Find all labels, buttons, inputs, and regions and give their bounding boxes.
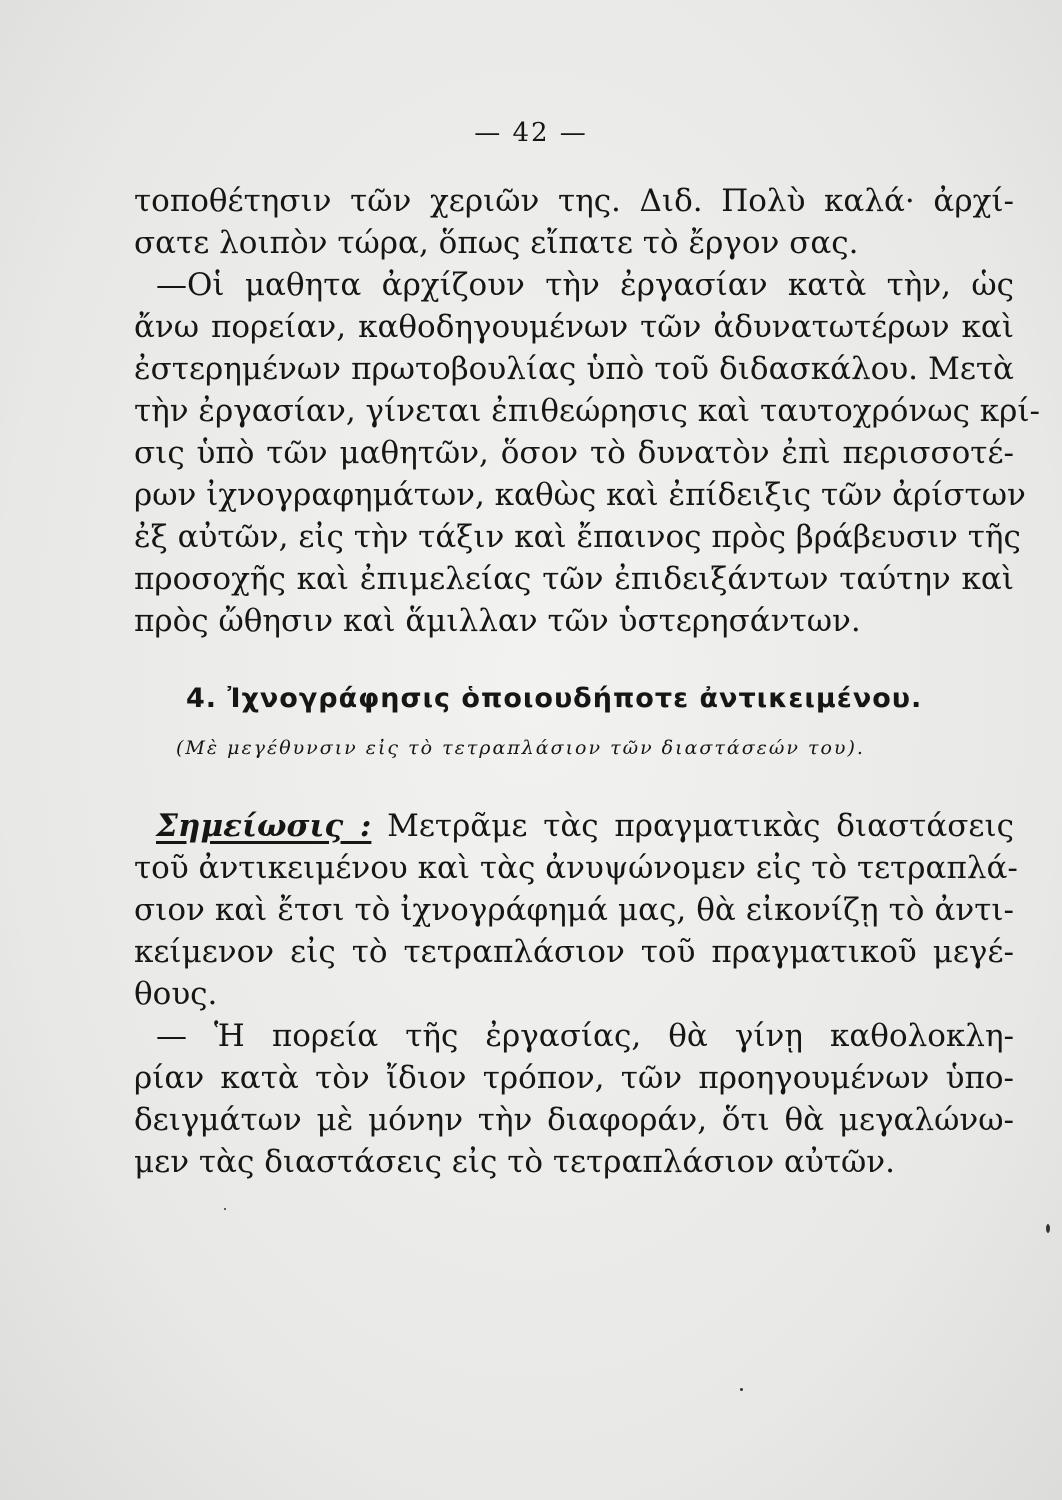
print-speck	[1046, 1224, 1050, 1233]
text-line: τοῦ ἀντικειμένου καὶ τὰς ἀνυψώνομεν εἰς τὸ τετραπλά-	[134, 850, 1018, 886]
print-speck	[224, 1208, 226, 1210]
text-line: — Ἡ πορεία τῆς ἐργασίας, θὰ γίνῃ καθολοκλη-	[156, 1018, 1014, 1054]
text-line: δειγμάτων μὲ μόνην τὴν διαφοράν, ὅτι θὰ μεγαλώνω-	[134, 1102, 1014, 1138]
note-first-line	[134, 805, 1014, 847]
text-line: —Οἱ μαθητα ἀρχίζουν τὴν ἐργασίαν κατὰ τὴν, ὡς	[156, 267, 1014, 303]
text-line: προσοχῆς καὶ ἐπιμελείας τῶν ἐπιδειξάντων ταύτην καὶ	[134, 561, 1014, 597]
text-line: μεν τὰς διαστάσεις εἰς τὸ τετραπλάσιον αὐτῶν.	[134, 1144, 895, 1180]
text-line: ἐστερημένων πρωτοβουλίας ὑπὸ τοῦ διδασκάλου. Μετὰ	[134, 351, 1014, 387]
text-line: πρὸς ὤθησιν καὶ ἅμιλλαν τῶν ὑστερησάντων.	[134, 603, 861, 639]
text-line: ἐξ αὐτῶν, εἰς τὴν τάξιν καὶ ἔπαινος πρὸς βράβευσιν τῆς	[134, 519, 1021, 555]
note-first-line-text: Μετρᾶμε τὰς πραγματικὰς διαστάσεις	[371, 808, 1014, 844]
text-line: σατε λοιπὸν τώρα, ὅπως εἴπατε τὸ ἔργον σας.	[134, 225, 859, 261]
text-line: ἄνω πορείαν, καθοδηγουμένων τῶν ἀδυνατωτέρων καὶ	[134, 309, 1014, 345]
paragraph-2	[134, 805, 1018, 1183]
text-line: ρων ἰχνογραφημάτων, καθὼς καὶ ἐπίδειξις τῶν ἀρίστων	[134, 477, 1026, 513]
text-line: σιον καὶ ἔτσι τὸ ἰχνογράφημά μας, θὰ εἰκονίζῃ τὸ ἀντι-	[134, 892, 1014, 928]
text-line: τὴν ἐργασίαν, γίνεται ἐπιθεώρησις καὶ ταυτοχρόνως κρί-	[134, 393, 1041, 429]
section-heading: 4. Ἰχνογράφησις ὁποιουδήποτε ἀντικειμένου.	[186, 683, 923, 714]
note-label: Σημείωσις :	[156, 808, 372, 844]
text-line: ρίαν κατὰ τὸν ἴδιον τρόπον, τῶν προηγουμένων ὑπο-	[134, 1060, 1014, 1096]
paragraph-1	[134, 180, 1041, 642]
page-number: — 42 —	[474, 118, 588, 148]
text-line: σις ὑπὸ τῶν μαθητῶν, ὅσον τὸ δυνατὸν ἐπὶ περισσοτέ-	[134, 435, 1014, 471]
section-subheading: (Μὲ μεγέθυνσιν εἰς τὸ τετραπλάσιον τῶν διαστάσεών του).	[176, 737, 865, 759]
text-line: θους.	[134, 976, 218, 1012]
text-line: κείμενον εἰς τὸ τετραπλάσιον τοῦ πραγματικοῦ μεγέ-	[134, 934, 1014, 970]
text-line: τοποθέτησιν τῶν χεριῶν της. Διδ. Πολὺ καλά· ἀρχί-	[134, 183, 1014, 219]
print-speck	[740, 1388, 743, 1391]
